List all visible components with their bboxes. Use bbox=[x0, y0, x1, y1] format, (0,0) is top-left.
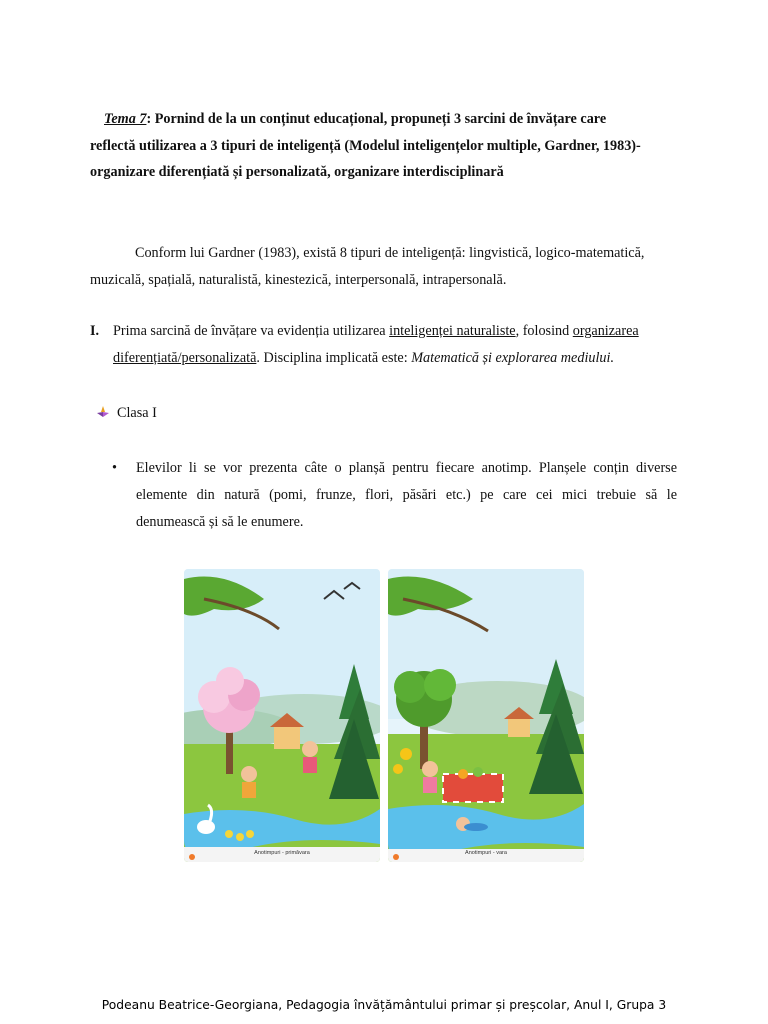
intro-paragraph bbox=[90, 240, 680, 294]
discipline-name: Matematică și explorarea mediului. bbox=[411, 350, 615, 366]
heading-line-1: Tema 7: Pornind de la un conținut educațional, propuneți 3 sarcini de învățare care bbox=[104, 111, 607, 127]
bullet-text: Elevilor li se vor prezenta câte o planșă pentru fiecare anotimp. Planșele conțin diverse elemente din natură (pomi, frunze, flori, păsări etc.) pe care cei mici trebuie să le denumească și să le enumere. bbox=[136, 460, 677, 530]
intro-line-2: muzicală, spațială, naturalistă, kinestezică, interpersonală, intrapersonală. bbox=[90, 272, 507, 288]
summer-caption: Anotimpuri - vara bbox=[465, 850, 507, 856]
spring-illustration bbox=[184, 569, 380, 862]
section-1-text: Prima sarcină de învățare va evidenția utilizarea inteligenței naturaliste, folosind organizarea diferențiată/personalizată. Disciplina implicată este: Matematică și explorarea mediului. bbox=[113, 323, 639, 366]
bullet-marker: • bbox=[112, 460, 117, 476]
differentiated-organization-term-a: organizarea bbox=[572, 323, 639, 339]
naturalist-intelligence-term: inteligenței naturaliste bbox=[389, 323, 516, 339]
heading-line-2: reflectă utilizarea a 3 tipuri de inteligență (Modelul inteligențelor multiple, Gardner, 1983)- bbox=[90, 137, 641, 154]
page-footer: Podeanu Beatrice-Georgiana, Pedagogia învățământului primar și preșcolar, Anul I, Grupa 3 bbox=[101, 998, 667, 1012]
summer-illustration bbox=[388, 569, 584, 862]
assignment-heading bbox=[90, 106, 680, 186]
tema-label: Tema 7 bbox=[104, 111, 147, 127]
intro-line-1: Conform lui Gardner (1983), există 8 tipuri de inteligență: lingvistică, logico-matematică, bbox=[135, 245, 645, 261]
heading-line-3: organizare diferențiată și personalizată, organizare interdisciplinară bbox=[90, 164, 504, 180]
differentiated-organization-term-b: diferențiată/personalizată bbox=[113, 350, 257, 366]
arrow-bullet-icon bbox=[96, 402, 110, 416]
section-number: I. bbox=[90, 323, 100, 339]
class-label: Clasa I bbox=[117, 405, 157, 421]
spring-caption: Anotimpuri - primăvara bbox=[254, 850, 310, 856]
class-item bbox=[96, 400, 157, 427]
